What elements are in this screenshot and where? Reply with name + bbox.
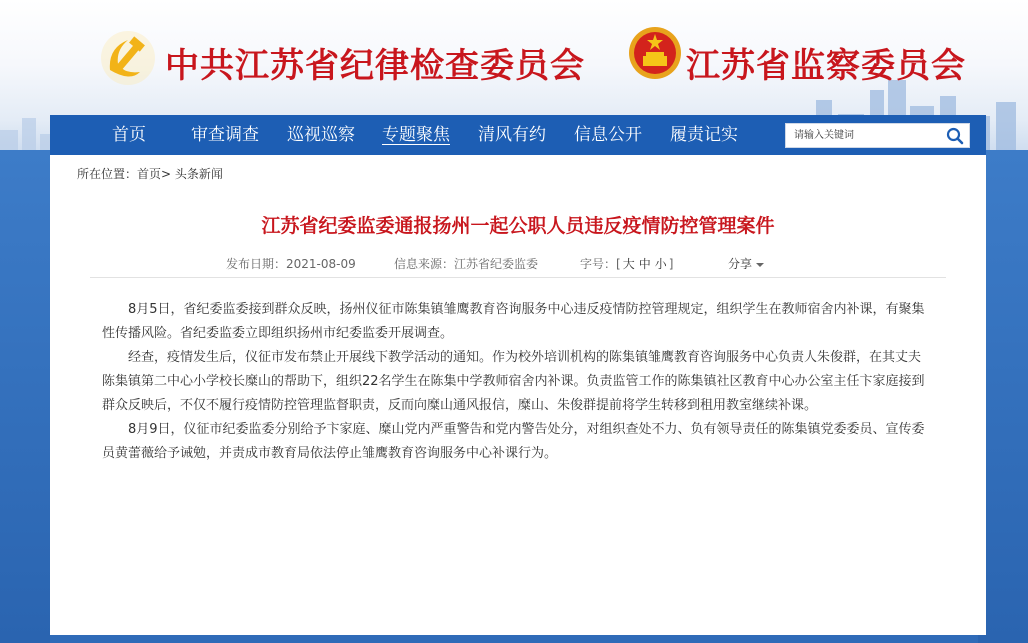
article-paragraph: 经查，疫情发生后，仪征市发布禁止开展线下教学活动的通知。作为校外培训机构的陈集镇雏鹰教育咨询服务中心负责人朱俊群，在其丈夫陈集镇第二中心小学校长糜山的帮助下，组织22名学生在陈集中学教师宿舍内补课。负责监管工作的陈集镇社区教育中心办公室主任卞家庭接到群众反映后，不仅不履行疫情防控管理监督职责，反而向糜山通风报信，糜山、朱俊群提前将学生转移到租用教室继续补课。 [102, 350, 925, 413]
font-size-bracket-close: ] [668, 257, 674, 271]
breadcrumb-home-link[interactable]: 首页 [137, 167, 162, 181]
caret-down-icon [756, 262, 764, 268]
font-size-small-button[interactable]: 小 [654, 257, 667, 271]
publish-date-value: 2021-08-09 [286, 257, 356, 271]
site-title-supervisory-commission: 江苏省监察委员会 [686, 46, 966, 86]
font-size-large-button[interactable]: 大 [622, 257, 635, 271]
meta-divider [90, 277, 946, 278]
search-box [785, 123, 970, 148]
article-title: 江苏省纪委监委通报扬州一起公职人员违反疫情防控管理案件 [261, 215, 775, 237]
national-emblem-icon [628, 26, 682, 80]
nav-item-review-investigation[interactable]: 审查调查 [191, 125, 259, 145]
font-size-medium-button[interactable]: 中 [638, 257, 651, 271]
nav-item-duty-record[interactable]: 履责记实 [670, 125, 738, 145]
nav-item-home[interactable]: 首页 [112, 125, 146, 145]
main-nav [50, 115, 986, 155]
site-title-discipline-commission: 中共江苏省纪律检查委员会 [165, 46, 585, 86]
search-input[interactable] [786, 124, 936, 147]
share-label: 分享 [728, 257, 753, 271]
nav-item-info-disclosure[interactable]: 信息公开 [574, 125, 642, 145]
page-side-left [0, 150, 50, 643]
article-paragraph: 8月5日，省纪委监委接到群众反映，扬州仪征市陈集镇雏鹰教育咨询服务中心违反疫情防控管理规定，组织学生在教师宿舍内补课，有聚集性传播风险。省纪委监委立即组织扬州市纪委监委开展调查。 [102, 302, 925, 341]
nav-item-clean-breeze[interactable]: 清风有约 [478, 125, 546, 145]
breadcrumb-separator: > [161, 167, 172, 181]
nav-item-inspection-tour[interactable]: 巡视巡察 [287, 125, 355, 145]
font-size-controls [580, 255, 673, 272]
article-panel [50, 155, 986, 635]
breadcrumb-current-link[interactable]: 头条新闻 [174, 167, 223, 181]
nav-item-special-topics[interactable]: 专题聚焦 [382, 125, 450, 145]
party-emblem-icon [100, 30, 156, 86]
search-icon[interactable] [945, 126, 965, 146]
article-body [102, 298, 932, 466]
breadcrumb-prefix: 所在位置： [77, 167, 138, 181]
breadcrumb [77, 165, 223, 182]
info-source [394, 255, 538, 272]
info-source-label: 信息来源： [394, 257, 455, 271]
info-source-value: 江苏省纪委监委 [454, 257, 539, 271]
article-paragraph: 8月9日，仪征市纪委监委分别给予卞家庭、糜山党内严重警告和党内警告处分，对组织查处不力、负有领导责任的陈集镇党委委员、宣传委员黄蕾薇给予诫勉，并责成市教育局依法停止雏鹰教育咨询服务中心补课行为。 [102, 422, 925, 461]
font-size-label: 字号： [580, 257, 617, 271]
font-size-bracket-open: [ [616, 257, 621, 271]
article-meta [50, 255, 986, 275]
publish-date [226, 255, 356, 272]
share-button[interactable] [728, 255, 764, 272]
publish-date-label: 发布日期： [226, 257, 287, 271]
